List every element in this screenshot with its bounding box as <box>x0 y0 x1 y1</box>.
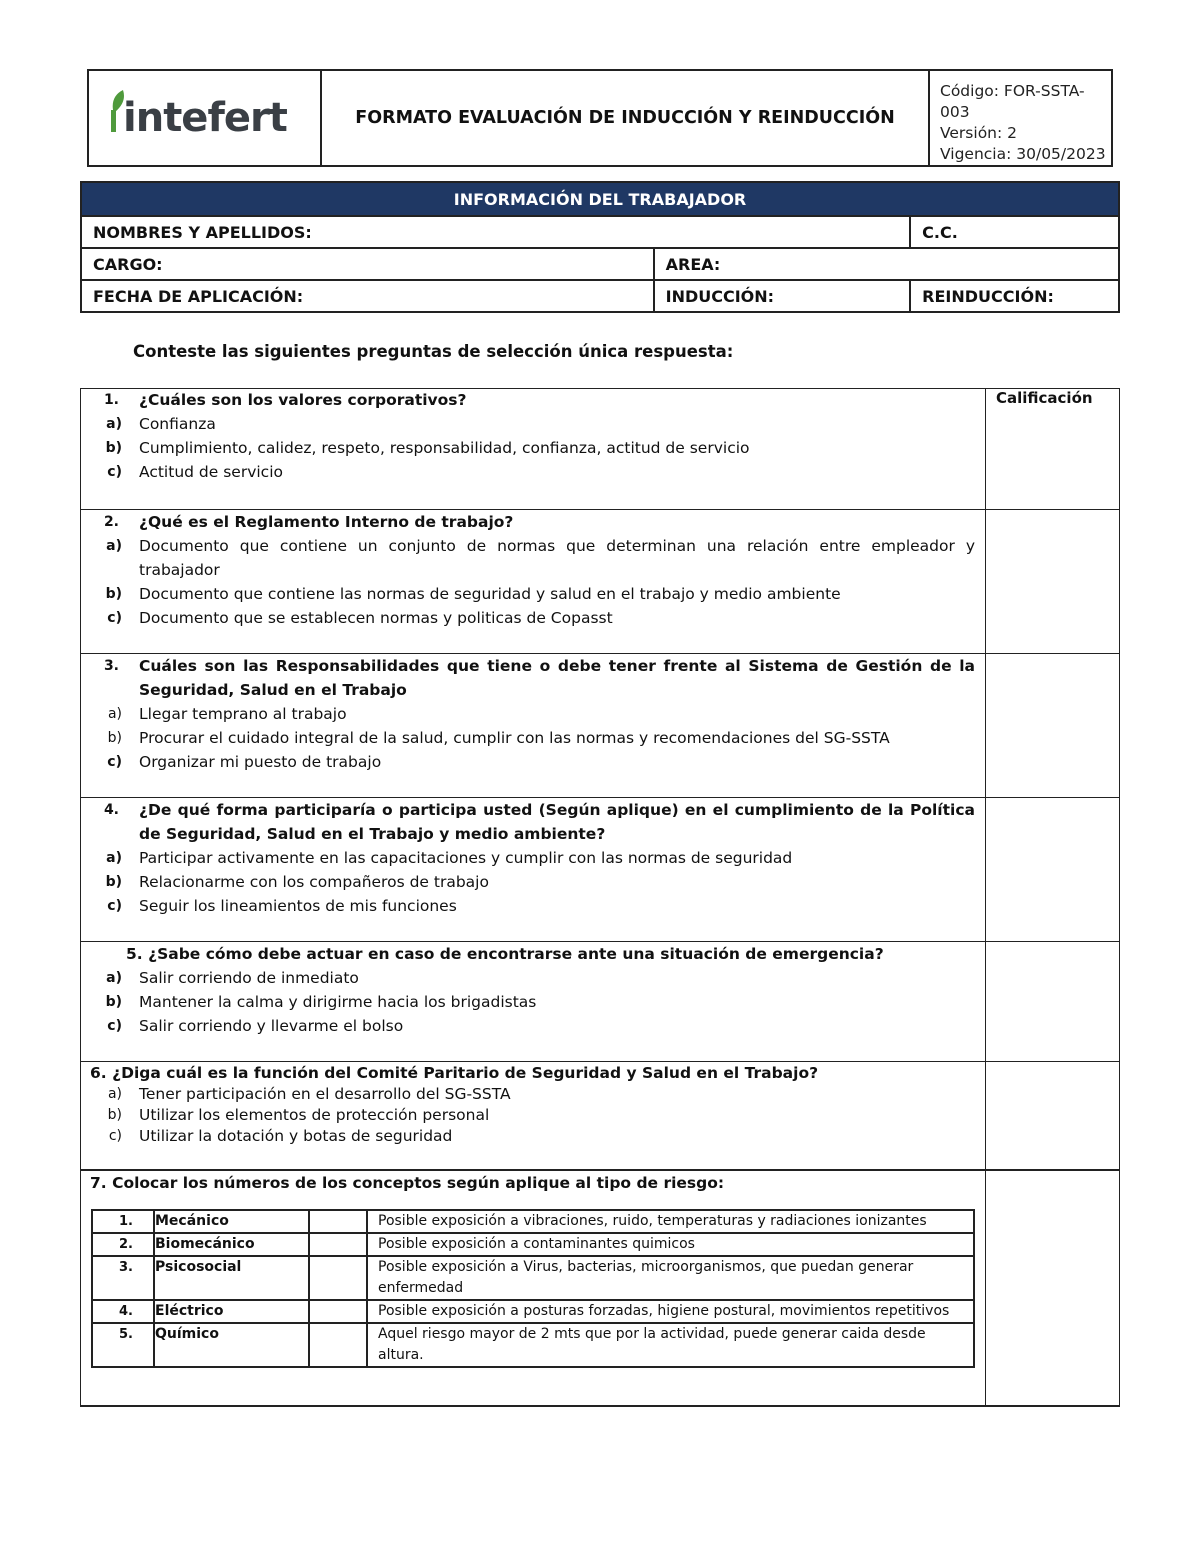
question-number: 4. <box>103 802 119 818</box>
question-5 <box>81 942 986 1062</box>
option[interactable] <box>81 894 975 918</box>
option[interactable] <box>81 1126 975 1147</box>
question-text: ¿Qué es el Reglamento Interno de trabajo? <box>139 513 514 531</box>
option-text: Tener participación en el desarrollo del SG-SSTA <box>139 1085 511 1103</box>
question-text: ¿Cuáles son los valores corporativos? <box>139 391 467 409</box>
worker-info-table <box>80 181 1120 313</box>
quiz-table <box>80 388 1120 1407</box>
option[interactable] <box>81 436 975 460</box>
document-codes <box>929 70 1112 166</box>
grade-cell[interactable] <box>986 1170 1120 1406</box>
option-letter: a) <box>106 850 122 866</box>
reinduction-field[interactable]: REINDUCCIÓN: <box>910 280 1119 312</box>
date-field[interactable]: FECHA DE APLICACIÓN: <box>81 280 654 312</box>
risk-row <box>92 1210 974 1233</box>
option-letter: a) <box>107 1086 122 1102</box>
option-letter: c) <box>107 1018 122 1034</box>
question-text: ¿De qué forma participaría o participa usted (Según aplique) en el cumplimiento de la Política de Seguridad, Salud en el Trabajo y medio ambiente? <box>139 801 975 843</box>
risk-description: Aquel riesgo mayor de 2 mts que por la actividad, puede generar caida desde altura. <box>367 1323 974 1367</box>
question-text: 7. Colocar los números de los conceptos según aplique al tipo de riesgo: <box>90 1173 725 1192</box>
document-version: Versión: 2 <box>940 124 1018 142</box>
option-text: Llegar temprano al trabajo <box>139 705 347 723</box>
option-text: Procurar el cuidado integral de la salud, cumplir con las normas y recomendaciones del SG-SSTA <box>139 729 890 747</box>
option[interactable] <box>81 1014 975 1038</box>
risk-answer-cell[interactable] <box>309 1233 367 1256</box>
risk-name: Eléctrico <box>154 1300 309 1323</box>
question-number: 6. <box>90 1064 107 1082</box>
risk-name: Mecánico <box>154 1210 309 1233</box>
option[interactable] <box>81 846 975 870</box>
risk-name: Psicosocial <box>154 1256 309 1300</box>
option[interactable] <box>81 750 975 774</box>
option-text: Seguir los lineamientos de mis funciones <box>139 897 457 915</box>
risk-row <box>92 1300 974 1323</box>
document-title: FORMATO EVALUACIÓN DE INDUCCIÓN Y REINDUCCIÓN <box>321 70 929 166</box>
question-text: ¿Sabe cómo debe actuar en caso de encontrarse ante una situación de emergencia? <box>148 945 884 963</box>
risk-description: Posible exposición a posturas forzadas, higiene postural, movimientos repetitivos <box>367 1300 974 1323</box>
risk-matching-table <box>91 1209 975 1368</box>
option-letter: b) <box>105 440 122 456</box>
grade-cell[interactable] <box>986 654 1120 798</box>
question-number: 5. <box>126 945 143 963</box>
option-text: Documento que se establecen normas y politicas de Copasst <box>139 609 613 627</box>
option-text: Confianza <box>139 415 216 433</box>
question-number: 2. <box>103 514 119 530</box>
option-letter: b) <box>107 730 122 746</box>
question-number: 1. <box>103 392 119 408</box>
option-text: Utilizar los elementos de protección personal <box>139 1106 490 1124</box>
option-letter: c) <box>107 898 122 914</box>
risk-answer-cell[interactable] <box>309 1210 367 1233</box>
option-letter: a) <box>106 416 122 432</box>
option[interactable] <box>81 460 975 484</box>
risk-row <box>92 1256 974 1300</box>
question-text: Cuáles son las Responsabilidades que tiene o debe tener frente al Sistema de Gestión de la Seguridad, Salud en el Trabajo <box>139 657 975 699</box>
option-text: Participar activamente en las capacitaciones y cumplir con las normas de seguridad <box>139 849 793 867</box>
option-letter: c) <box>107 610 122 626</box>
option[interactable] <box>81 726 975 750</box>
option-text: Salir corriendo y llevarme el bolso <box>139 1017 404 1035</box>
grade-header: Calificación <box>986 389 1120 510</box>
option[interactable] <box>81 990 975 1014</box>
risk-row <box>92 1323 974 1367</box>
option[interactable] <box>81 606 975 630</box>
option[interactable] <box>81 582 975 606</box>
grade-cell[interactable] <box>986 798 1120 942</box>
option[interactable] <box>81 1084 975 1105</box>
option-letter: b) <box>107 1107 122 1123</box>
question-text: ¿Diga cuál es la función del Comité Paritario de Seguridad y Salud en el Trabajo? <box>112 1064 819 1082</box>
document-header <box>87 69 1113 167</box>
option-letter: a) <box>106 538 122 554</box>
option[interactable] <box>81 534 975 582</box>
risk-name: Químico <box>154 1323 309 1367</box>
option[interactable] <box>81 870 975 894</box>
position-field[interactable]: CARGO: <box>81 248 654 280</box>
risk-number: 4. <box>92 1300 154 1323</box>
risk-row <box>92 1233 974 1256</box>
risk-description: Posible exposición a Virus, bacterias, microorganismos, que puedan generar enfermedad <box>367 1256 974 1300</box>
induction-field[interactable]: INDUCCIÓN: <box>654 280 911 312</box>
option[interactable] <box>81 966 975 990</box>
option-text: Salir corriendo de inmediato <box>139 969 359 987</box>
option-letter: c) <box>107 464 122 480</box>
option-text: Documento que contiene un conjunto de normas que determinan una relación entre empleador y trabajador <box>139 537 975 579</box>
question-7 <box>81 1170 986 1406</box>
document-validity: Vigencia: 30/05/2023 <box>940 145 1106 163</box>
option-letter: b) <box>105 874 122 890</box>
question-number: 3. <box>103 658 119 674</box>
risk-name: Biomecánico <box>154 1233 309 1256</box>
option-text: Organizar mi puesto de trabajo <box>139 753 382 771</box>
question-6 <box>81 1062 986 1170</box>
logo-cell <box>88 70 321 166</box>
grade-cell[interactable] <box>986 1062 1120 1170</box>
grade-cell[interactable] <box>986 942 1120 1062</box>
option[interactable] <box>81 1105 975 1126</box>
risk-description: Posible exposición a contaminantes quimicos <box>367 1233 974 1256</box>
option-text: Relacionarme con los compañeros de trabajo <box>139 873 489 891</box>
risk-answer-cell[interactable] <box>309 1323 367 1367</box>
question-4 <box>81 798 986 942</box>
worker-info-title: INFORMACIÓN DEL TRABAJADOR <box>81 182 1119 216</box>
question-3 <box>81 654 986 798</box>
risk-description: Posible exposición a vibraciones, ruido, temperaturas y radiaciones ionizantes <box>367 1210 974 1233</box>
risk-number: 5. <box>92 1323 154 1367</box>
risk-number: 3. <box>92 1256 154 1300</box>
document-code: Código: FOR-SSTA-003 <box>940 82 1085 121</box>
option-letter: a) <box>106 970 122 986</box>
option-letter: c) <box>108 1128 122 1144</box>
option-text: Actitud de servicio <box>139 463 283 481</box>
risk-number: 1. <box>92 1210 154 1233</box>
risk-answer-cell[interactable] <box>309 1256 367 1300</box>
names-field[interactable]: NOMBRES Y APELLIDOS: <box>81 216 910 248</box>
question-1 <box>81 389 986 510</box>
option-text: Cumplimiento, calidez, respeto, responsabilidad, confianza, actitud de servicio <box>139 439 750 457</box>
option-letter: b) <box>105 586 122 602</box>
risk-number: 2. <box>92 1233 154 1256</box>
cc-field[interactable]: C.C. <box>910 216 1119 248</box>
option[interactable] <box>81 412 975 436</box>
option-text: Mantener la calma y dirigirme hacia los brigadistas <box>139 993 537 1011</box>
grade-cell[interactable] <box>986 510 1120 654</box>
option[interactable] <box>81 702 975 726</box>
option-letter: c) <box>107 754 122 770</box>
option-text: Utilizar la dotación y botas de seguridad <box>139 1127 453 1145</box>
option-letter: a) <box>107 706 122 722</box>
instructions: Conteste las siguientes preguntas de selección única respuesta: <box>133 342 734 361</box>
area-field[interactable]: AREA: <box>654 248 1119 280</box>
company-logo <box>89 95 320 141</box>
logo-text: intefert <box>123 95 287 141</box>
question-2 <box>81 510 986 654</box>
option-letter: b) <box>105 994 122 1010</box>
option-text: Documento que contiene las normas de seguridad y salud en el trabajo y medio ambiente <box>139 585 841 603</box>
risk-answer-cell[interactable] <box>309 1300 367 1323</box>
